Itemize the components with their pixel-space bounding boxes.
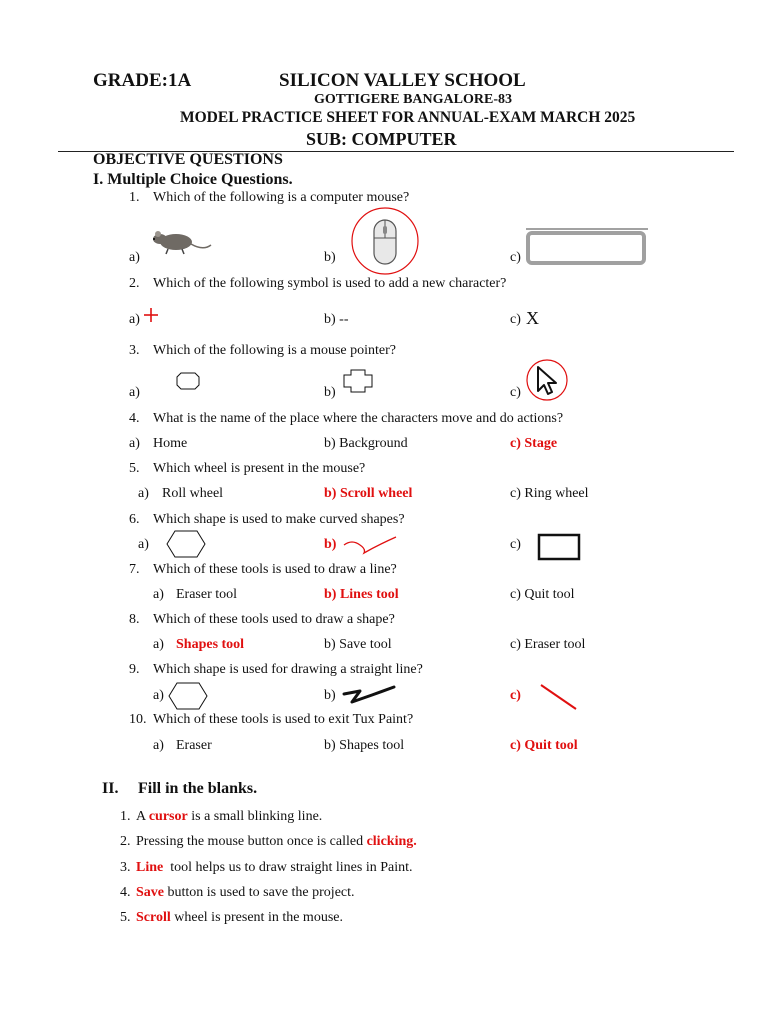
item-answer: Save <box>136 885 164 900</box>
option-c: c) <box>510 385 521 400</box>
option-a-text: Eraser <box>176 738 212 753</box>
computer-mouse-icon <box>350 207 420 275</box>
option-b-answer: b) Scroll wheel <box>324 486 413 501</box>
question-text: Which shape is used for drawing a straight line? <box>153 662 423 677</box>
option-c-answer: c) <box>510 688 521 703</box>
mouse-pointer-icon <box>525 358 569 402</box>
straight-line-icon <box>538 682 580 712</box>
option-c: c) Quit tool <box>510 587 575 602</box>
subject-label: SUB: COMPUTER <box>306 129 457 149</box>
item-number: 2. <box>120 834 131 849</box>
rat-icon <box>148 225 212 257</box>
hexagon-icon <box>166 530 206 558</box>
question-number: 3. <box>129 343 140 358</box>
option-b-answer: b) Lines tool <box>324 587 399 602</box>
option-a: a) <box>153 587 164 602</box>
cross-shape-icon <box>343 369 373 393</box>
section-number: II. <box>102 780 119 797</box>
option-c: c) <box>510 537 521 552</box>
option-a: a) <box>138 537 149 552</box>
question-number: 6. <box>129 512 140 527</box>
question-text: Which of these tools is used to draw a line? <box>153 562 397 577</box>
rectangle-icon <box>537 533 581 561</box>
option-a-answer: Shapes tool <box>176 637 245 652</box>
item-answer: clicking. <box>366 834 417 849</box>
question-text: Which shape is used to make curved shapes? <box>153 512 405 527</box>
item-number: 4. <box>120 885 131 900</box>
exam-title: MODEL PRACTICE SHEET FOR ANNUAL-EXAM MARCH 2025 <box>180 109 636 126</box>
question-text: Which of the following is a mouse pointer? <box>153 343 396 358</box>
option-a-text: Roll wheel <box>162 486 224 501</box>
item-answer: Scroll <box>136 910 171 925</box>
question-text: Which of these tools used to draw a shape? <box>153 612 395 627</box>
question-number: 5. <box>129 461 140 476</box>
option-a: a) <box>129 385 140 400</box>
item-text: is a small blinking line. <box>187 809 323 824</box>
option-b-answer: b) <box>324 537 337 552</box>
zigzag-stroke-icon <box>342 685 398 705</box>
option-b: b) <box>324 385 336 400</box>
question-number: 4. <box>129 411 140 426</box>
option-a: a) <box>138 486 149 501</box>
item-answer: cursor <box>148 809 188 824</box>
option-c: c) Eraser tool <box>510 637 586 652</box>
option-b: b) -- <box>324 312 349 327</box>
question-text: What is the name of the place where the characters move and do actions? <box>153 411 564 426</box>
question-text: Which of the following symbol is used to add a new character? <box>153 276 507 291</box>
fill-blanks-title: Fill in the blanks. <box>138 780 258 797</box>
option-c: c) <box>510 250 521 265</box>
grade-label: GRADE:1A <box>93 70 192 91</box>
item-text: wheel is present in the mouse. <box>170 910 343 925</box>
option-a: a) <box>153 738 164 753</box>
school-address: GOTTIGERE BANGALORE-83 <box>314 92 512 107</box>
question-number: 9. <box>129 662 140 677</box>
list-item <box>120 834 417 850</box>
option-b: b) Save tool <box>324 637 392 652</box>
option-a: a) <box>129 436 140 451</box>
option-b: b) Shapes tool <box>324 738 405 753</box>
cross-symbol: X <box>526 308 539 328</box>
option-c-answer: c) Stage <box>510 436 558 451</box>
plus-icon <box>143 307 159 323</box>
item-text: A <box>136 809 149 824</box>
option-c: c) <box>510 312 521 327</box>
text-box-icon <box>524 227 648 265</box>
item-text: button is used to save the project. <box>164 885 355 900</box>
curve-stroke-icon <box>342 535 398 555</box>
option-a: a) <box>129 312 140 327</box>
list-item <box>120 885 355 901</box>
item-number: 5. <box>120 910 131 925</box>
list-item <box>120 809 322 825</box>
item-number: 1. <box>120 809 131 824</box>
list-item <box>120 910 343 926</box>
option-a: a) <box>129 250 140 265</box>
option-a-text: Eraser tool <box>176 587 238 602</box>
option-b: b) Background <box>324 436 408 451</box>
question-number: 7. <box>129 562 140 577</box>
item-text: Pressing the mouse button once is called <box>136 834 367 849</box>
question-text: Which wheel is present in the mouse? <box>153 461 366 476</box>
option-a: a) <box>153 688 164 703</box>
hexagon-icon <box>168 682 208 710</box>
item-number: 3. <box>120 860 131 875</box>
option-b: b) <box>324 250 336 265</box>
option-c: c) Ring wheel <box>510 486 589 501</box>
mcq-title: I. Multiple Choice Questions. <box>93 171 293 188</box>
question-text: Which of the following is a computer mouse? <box>153 190 410 205</box>
option-b: b) <box>324 688 336 703</box>
question-number: 1. <box>129 190 140 205</box>
question-number: 2. <box>129 276 140 291</box>
octagon-icon <box>176 372 200 390</box>
option-a: a) <box>153 637 164 652</box>
option-c-answer: c) Quit tool <box>510 738 578 753</box>
school-name: SILICON VALLEY SCHOOL <box>279 70 526 91</box>
question-text: Which of these tools is used to exit Tux Paint? <box>153 712 414 727</box>
item-text: tool helps us to draw straight lines in Paint. <box>163 860 413 875</box>
list-item <box>120 860 413 876</box>
question-number: 10. <box>129 712 147 727</box>
option-a-text: Home <box>153 436 188 451</box>
objective-title: OBJECTIVE QUESTIONS <box>93 151 283 168</box>
question-number: 8. <box>129 612 140 627</box>
item-answer: Line <box>136 860 164 875</box>
